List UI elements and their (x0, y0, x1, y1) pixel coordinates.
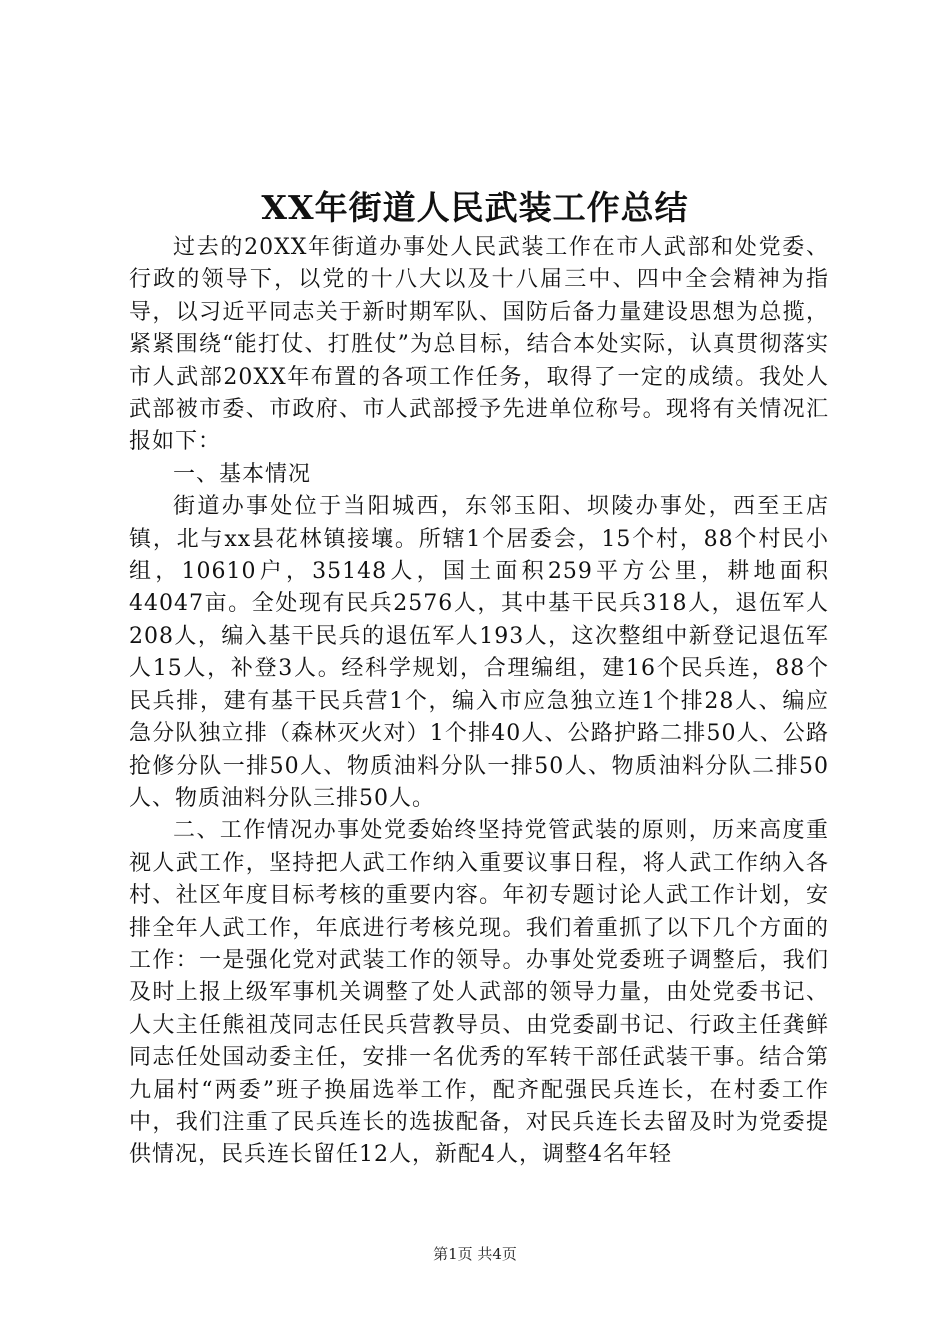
document-body (129, 232, 829, 1172)
document-title: XX年街道人民武装工作总结 (261, 188, 689, 227)
page-number-footer: 第1页 共4页 (433, 1245, 517, 1263)
section-heading-basic-situation: 一、基本情况 (173, 461, 312, 487)
paragraph-work-situation: 二、工作情况办事处党委始终坚持党管武装的原则，历来高度重视人武工作，坚持把人武工作纳入重要议事日程，将人武工作纳入各村、社区年度目标考核的重要内容。年初专题讨论人武工作计划，安排全年人武工作，年底进行考核兑现。我们着重抓了以下几个方面的工作：一是强化党对武装工作的领导。办事处党委班子调整后，我们及时上报上级军事机关调整了处人武部的领导力量，由处党委书记、人大主任熊祖茂同志任民兵营教导员、由党委副书记、行政主任龚鲜同志任处国动委主任，安排一名优秀的军转干部任武装干事。结合第九届村“两委”班子换届选举工作，配齐配强民兵连长，在村委工作中，我们注重了民兵连长的选拔配备，对民兵连长去留及时为党委提供情况，民兵连长留任12人，新配4人，调整4名年轻 (129, 818, 829, 1168)
paragraph-intro: 过去的20XX年街道办事处人民武装工作在市人武部和处党委、行政的领导下，以党的十八大以及十八届三中、四中全会精神为指导，以习近平同志关于新时期军队、国防后备力量建设思想为总揽，紧紧围绕“能打仗、打胜仗”为总目标，结合本处实际，认真贯彻落实市人武部20XX年布置的各项工作任务，取得了一定的成绩。我处人武部被市委、市政府、市人武部授予先进单位称号。现将有关情况汇报如下： (129, 235, 829, 455)
paragraph-basic-situation: 街道办事处位于当阳城西，东邻玉阳、坝陵办事处，西至王店镇，北与xx县花林镇接壤。所辖1个居委会，15个村，88个村民小组，10610户，35148人，国土面积259平方公里，耕地面积44047亩。全处现有民兵2576人，其中基干民兵318人，退伍军人208人，编入基干民兵的退伍军人193人，这次整组中新登记退伍军人15人，补登3人。经科学规划，合理编组，建16个民兵连，88个民兵排，建有基干民兵营1个，编入市应急独立连1个排28人、编应急分队独立排（森林灭火对）1个排40人、公路护路二排50人、公路抢修分队一排50人、物质油料分队一排50人、物质油料分队二排50人、物质油料分队三排50人。 (129, 494, 830, 811)
